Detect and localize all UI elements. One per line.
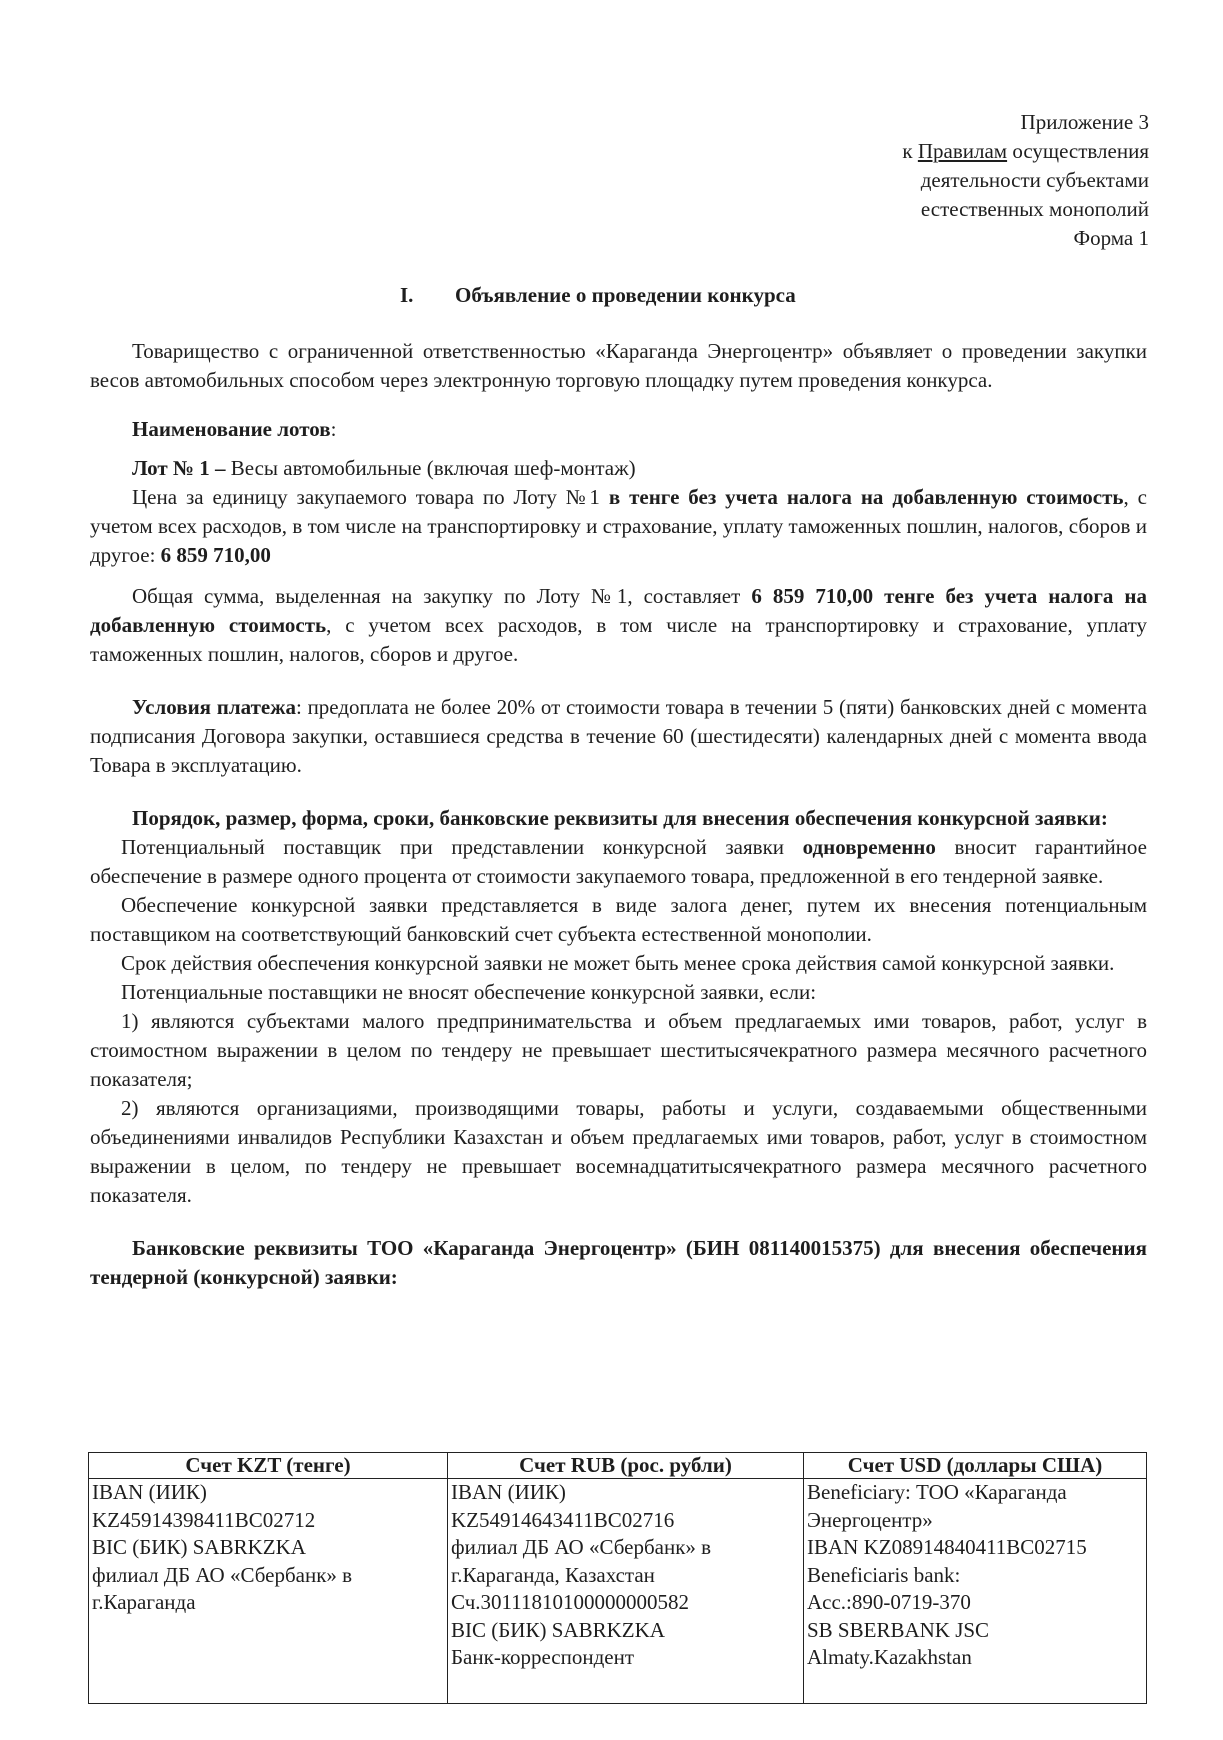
security-list-item: 1) являются субъектами малого предпринимательства и объем предлагаемых ими товаров, работ, услуг в стоимостном выражении в целом по тендеру не превышает шеститысячекратного размера месячного расчетного показателя; [90,1009,1147,1091]
attachment-text: осуществления [1007,139,1149,163]
security-paragraph: Потенциальные поставщики не вносят обеспечение конкурсной заявки, если: [121,980,817,1004]
rub-line: г.Караганда, Казахстан [451,1562,655,1587]
lot-price-bold: в тенге без учета налога на добавленную стоимость [608,485,1124,509]
attachment-header [689,108,1149,253]
table-header-rub: Счет RUB (рос. рубли) [448,1453,804,1479]
security-heading-text: Порядок, размер, форма, сроки, банковские реквизиты для внесения обеспечения конкурсной заявки: [132,806,1108,830]
usd-line: Beneficiaris bank: [807,1562,961,1587]
security-text: вносит гарантийное обеспечение в размере одного процента от стоимости закупаемого товара, предложенной в его тендерной заявке. [90,835,1147,888]
kzt-line: BIC (БИК) SABRKZKA [92,1535,306,1559]
table-header-kzt: Счет KZT (тенге) [89,1453,448,1479]
intro-paragraph: Товарищество с ограниченной ответственностью «Караганда Энергоцентр» объявляет о проведении закупки весов автомобильных способом через электронную торговую площадку путем проведения конкурса. [90,339,1147,392]
table-row [89,1479,1147,1704]
security-list-item: 2) являются организациями, производящими товары, работы и услуги, создаваемыми общественными объединениями инвалидов Республики Казахстан и объем предлагаемых ими товаров, работ, услуг в стоимостном выражении в целом, по тендеру не превышает восемнадцатитысячекратного размера месячного расчетного показателя. [90,1096,1147,1207]
security-paragraph: Срок действия обеспечения конкурсной заявки не может быть менее срока действия самой конкурсной заявки. [121,951,1115,975]
attachment-line: Форма 1 [1073,226,1149,250]
rub-line: Сч.30111810100000000582 [451,1590,689,1614]
total-text: Общая сумма, выделенная на закупку по Лоту №1, составляет [132,584,752,608]
lots-label [90,415,1147,444]
lot-price-paragraph [90,483,1147,570]
rub-line: Банк-корреспондент [451,1645,635,1669]
lot-label: Лот № 1 – [132,456,226,480]
attachment-line: естественных монополий [920,197,1149,221]
usd-account-cell [804,1479,1147,1704]
attachment-line [689,137,1149,166]
attachment-text: к [902,139,918,163]
section-number: I. [400,283,414,307]
total-bold: 6 859 710,00 тенге без учета налога на добавленную стоимость [90,584,1147,637]
lot-price-text: , с учетом всех расходов, в том числе на транспортировку и страхование, уплату таможенных пошлин, налогов, сборов и другое: [90,485,1147,567]
lots-label-colon: : [330,417,337,441]
kzt-line: филиал ДБ АО «Сбербанк» в [92,1562,353,1587]
rub-line: KZ54914643411BC02716 [451,1507,675,1532]
section-title: Объявление о проведении конкурса [455,283,796,307]
usd-line: Энергоцентр» [807,1507,933,1532]
attachment-line: Приложение 3 [1020,110,1149,134]
total-paragraph [90,582,1147,669]
rub-account-cell [448,1479,804,1704]
lot-price-text: Цена за единицу закупаемого товара по Лоту №1 [132,485,609,509]
bank-heading-text: Банковские реквизиты ТОО «Караганда Энергоцентр» (БИН 081140015375) для внесения обеспечения тендерной (конкурсной) заявки: [90,1236,1147,1289]
security-paragraph: Обеспечение конкурсной заявки представляется в виде залога денег, путем их внесения потенциальным поставщиком на соответствующий банковский счет субъекта естественной монополии. [90,893,1147,946]
usd-line: Acc.:890-0719-370 [807,1590,971,1614]
kzt-line: KZ45914398411BC02712 [92,1507,316,1532]
rules-link[interactable]: Правилам [917,139,1008,163]
usd-line: IBAN KZ08914840411BC02715 [807,1535,1087,1559]
kzt-line: г.Караганда [92,1590,196,1614]
security-heading [90,804,1147,833]
bank-details-table [88,1452,1147,1704]
rub-line: BIC (БИК) SABRKZKA [451,1617,665,1642]
usd-line: SB SBERBANK JSC [807,1617,990,1642]
security-bold: одновременно [802,835,936,859]
payment-paragraph [90,693,1147,780]
document-body [90,337,1147,1292]
lot-name: Весы автомобильные (включая шеф-монтаж) [225,456,636,480]
security-text: Потенциальный поставщик при представлении конкурсной заявки [121,835,803,859]
kzt-line: IBAN (ИИК) [92,1480,207,1504]
lots-label-text: Наименование лотов [132,417,331,441]
table-header-usd: Счет USD (доллары США) [804,1453,1147,1479]
usd-line: Almaty.Kazakhstan [807,1645,972,1669]
security-paragraph [90,833,1147,891]
rub-line: IBAN (ИИК) [451,1480,566,1504]
total-text: , с учетом всех расходов, в том числе на транспортировку и страхование, уплату таможенных пошлин, налогов, сборов и другое. [90,613,1147,666]
attachment-line: деятельности субъектами [920,168,1149,192]
bank-heading [90,1234,1147,1292]
kzt-account-cell [89,1479,448,1704]
table-header-row [89,1453,1147,1479]
lot-line [90,454,1147,483]
usd-line: Beneficiary: ТОО «Караганда [807,1480,1067,1504]
lot-price-value: 6 859 710,00 [160,543,271,567]
payment-label: Условия платежа [132,695,296,719]
payment-text: : предоплата не более 20% от стоимости товара в течении 5 (пяти) банковских дней с момента подписания Договора закупки, оставшиеся средства в течение 60 (шестидесяти) календарных дней с момента ввода Товара в эксплуатацию. [90,695,1147,777]
rub-line: филиал ДБ АО «Сбербанк» в [451,1535,712,1559]
